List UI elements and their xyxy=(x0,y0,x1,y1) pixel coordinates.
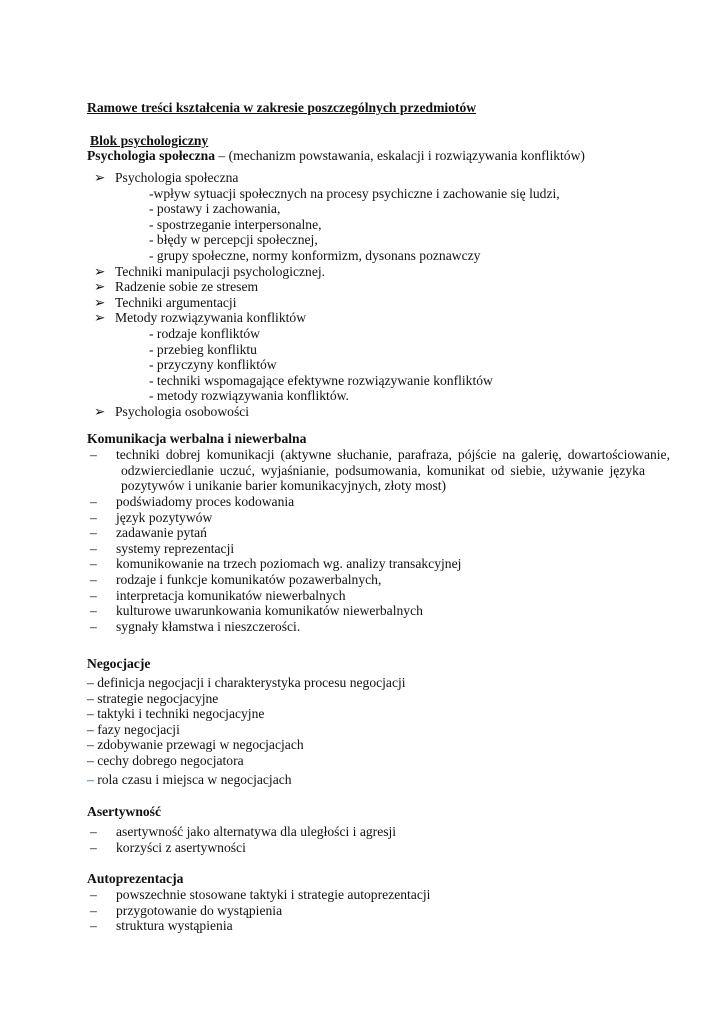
dash-marker: – xyxy=(90,540,97,556)
komunikacja-items xyxy=(90,494,461,634)
dash-marker: – xyxy=(90,603,97,619)
list-item xyxy=(90,541,461,557)
list-item xyxy=(90,918,430,934)
list-item-text: korzyści z asertywności xyxy=(116,839,246,855)
list-item-text: - błędy w percepcji społecznej, xyxy=(149,232,318,248)
list-item xyxy=(90,447,670,463)
dash-marker: – xyxy=(90,918,97,934)
dash-marker: – xyxy=(87,772,94,787)
sub-item xyxy=(94,357,560,373)
list-item-text: komunikowanie na trzech poziomach wg. analizy transakcyjnej xyxy=(116,556,462,572)
list-item xyxy=(90,840,396,856)
sub-item xyxy=(94,326,560,342)
list-item-text: Radzenie sobie ze stresem xyxy=(115,279,259,295)
sub-item xyxy=(94,342,560,358)
bullet-item xyxy=(94,295,560,311)
bullet-item xyxy=(94,310,560,326)
arrow-bullet-icon: ➢ xyxy=(94,263,106,279)
list-item-text: -wpływ sytuacji społecznych na procesy psychiczne i zachowanie się ludzi, xyxy=(149,185,560,201)
arrow-bullet-icon: ➢ xyxy=(94,279,106,295)
list-item: – taktyki i techniki negocjacyjne xyxy=(87,706,265,722)
list-item xyxy=(90,510,461,526)
sub-item xyxy=(94,373,560,389)
list-item-line: techniki dobrej komunikacji (aktywne słuchanie, parafraza, pójście na galerię, dowartościowanie, xyxy=(116,447,670,462)
bullet-item xyxy=(94,170,560,186)
arrow-bullet-icon: ➢ xyxy=(94,403,106,419)
sub-item xyxy=(94,248,560,264)
document-title: Ramowe treści kształcenia w zakresie poszczególnych przedmiotów xyxy=(87,100,477,115)
list-item-text: - przebieg konfliktu xyxy=(149,341,257,357)
psych-social-description: – (mechanizm powstawania, eskalacji i rozwiązywania konfliktów) xyxy=(215,148,585,163)
list-item-text: asertywność jako alternatywa dla uległości i agresji xyxy=(116,824,397,839)
list-item-text: - rodzaje konfliktów xyxy=(149,325,260,341)
list-item-text: język pozytywów xyxy=(116,509,213,525)
list-item xyxy=(90,619,461,635)
sub-item xyxy=(94,201,560,217)
dash-marker: – xyxy=(90,447,97,462)
autoprezentacja-list xyxy=(90,887,430,934)
list-item-text: - przyczyny konfliktów xyxy=(149,357,277,373)
list-item-text: podświadomy proces kodowania xyxy=(116,494,295,509)
asertywnosc-list xyxy=(90,824,396,855)
dash-marker: – xyxy=(90,494,97,509)
list-item-text: Psychologia społeczna xyxy=(115,170,239,185)
list-item-text: - grupy społeczne, normy konformizm, dysonans poznawczy xyxy=(149,247,481,263)
list-item-continuation xyxy=(90,463,670,479)
list-item-text: systemy reprezentacji xyxy=(116,540,235,556)
sub-item xyxy=(94,232,560,248)
list-item xyxy=(90,603,461,619)
sub-item xyxy=(94,186,560,202)
list-item: – definicja negocjacji i charakterystyka procesu negocjacji xyxy=(87,675,406,690)
list-item xyxy=(90,588,461,604)
list-item-text: rodzaje i funkcje komunikatów pozawerbalnych, xyxy=(116,571,382,587)
arrow-bullet-icon: ➢ xyxy=(94,170,106,185)
dash-marker: – xyxy=(90,839,97,855)
list-item xyxy=(90,494,461,510)
list-item-text: powszechnie stosowane taktyki i strategie autoprezentacji xyxy=(116,887,431,902)
dash-marker: – xyxy=(90,509,97,525)
psych-social-heading xyxy=(87,148,585,164)
list-item-text: interpretacja komunikatów niewerbalnych xyxy=(116,587,346,603)
block-title: Blok psychologiczny xyxy=(90,133,209,148)
dash-marker: – xyxy=(90,887,97,902)
list-item xyxy=(90,572,461,588)
psych-social-label: Psychologia społeczna xyxy=(87,148,216,163)
psychology-list xyxy=(94,170,560,420)
list-item-text: Psychologia osobowości xyxy=(115,403,250,419)
list-item: – zdobywanie przewagi w negocjacjach xyxy=(87,737,304,753)
list-item-text: przygotowanie do wystąpienia xyxy=(116,902,283,918)
list-item-text: Techniki manipulacji psychologicznej. xyxy=(115,263,326,279)
list-item-line: odzwierciedlanie uczuć, wyjaśnianie, podsumowania, komunikat od siebie, używanie języka xyxy=(121,462,645,478)
list-item-text: struktura wystąpienia xyxy=(116,918,233,934)
list-item xyxy=(90,887,430,903)
list-item xyxy=(90,824,396,840)
list-item-text: - metody rozwiązywania konfliktów. xyxy=(149,388,349,404)
arrow-bullet-icon: ➢ xyxy=(94,310,106,326)
list-item-text: - postawy i zachowania, xyxy=(149,201,281,217)
asertywnosc-heading: Asertywność xyxy=(87,804,161,819)
dash-marker: – xyxy=(90,525,97,541)
list-item-text: kulturowe uwarunkowania komunikatów niewerbalnych xyxy=(116,603,423,619)
list-item: – fazy negocjacji xyxy=(87,721,180,737)
negocjacje-heading: Negocjacje xyxy=(87,656,151,671)
dash-marker: – xyxy=(90,571,97,587)
list-item-continuation xyxy=(90,478,670,494)
dash-marker: – xyxy=(90,587,97,603)
sub-item xyxy=(94,217,560,233)
list-item xyxy=(90,556,461,572)
bullet-item xyxy=(94,279,560,295)
autoprezentacja-heading: Autoprezentacja xyxy=(87,871,184,886)
list-item-text: zadawanie pytań xyxy=(116,525,207,541)
dash-marker: – xyxy=(90,618,97,634)
komunikacja-heading: Komunikacja werbalna i niewerbalna xyxy=(87,431,307,446)
sub-item xyxy=(94,388,560,404)
dash-marker: – xyxy=(90,824,97,839)
list-item-text: - techniki wspomagające efektywne rozwiązywanie konfliktów xyxy=(149,372,493,388)
list-item-line: pozytywów i unikanie barier komunikacyjnych, złoty most) xyxy=(121,478,447,494)
negocjacje-list xyxy=(87,675,406,769)
bullet-item xyxy=(94,404,560,420)
negocjacje-last-item xyxy=(87,772,292,788)
list-item xyxy=(90,525,461,541)
komunikacja-list xyxy=(90,447,670,494)
list-item-text: sygnały kłamstwa i nieszczerości. xyxy=(116,618,301,634)
dash-marker: – xyxy=(90,902,97,918)
list-item-text: rola czasu i miejsca w negocjacjach xyxy=(93,772,292,787)
bullet-item xyxy=(94,264,560,280)
list-item: – strategie negocjacyjne xyxy=(87,690,219,706)
dash-marker: – xyxy=(90,556,97,572)
arrow-bullet-icon: ➢ xyxy=(94,294,106,310)
list-item xyxy=(90,903,430,919)
list-item-text: Metody rozwiązywania konfliktów xyxy=(115,310,307,326)
list-item-text: Techniki argumentacji xyxy=(115,294,237,310)
list-item-text: - spostrzeganie interpersonalne, xyxy=(149,216,322,232)
list-item: – cechy dobrego negocjatora xyxy=(87,752,244,768)
